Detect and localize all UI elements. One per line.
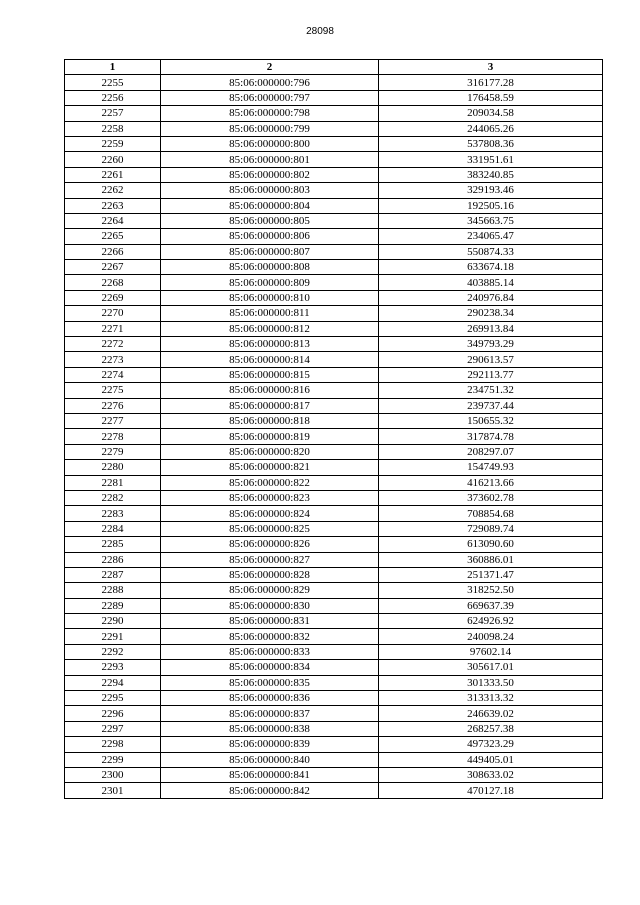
column-header-1: 1 (65, 60, 161, 75)
row-number-cell: 2257 (65, 106, 161, 121)
value-cell: 290238.34 (379, 306, 603, 321)
table-row (65, 460, 603, 475)
column-header-3: 3 (379, 60, 603, 75)
cadastral-number-cell: 85:06:000000:813 (161, 337, 379, 352)
table-row (65, 260, 603, 275)
value-cell: 301333.50 (379, 675, 603, 690)
table-row (65, 275, 603, 290)
table-row (65, 644, 603, 659)
value-cell: 234065.47 (379, 229, 603, 244)
row-number-cell: 2281 (65, 475, 161, 490)
cadastral-number-cell: 85:06:000000:802 (161, 167, 379, 182)
value-cell: 154749.93 (379, 460, 603, 475)
cadastral-number-cell: 85:06:000000:796 (161, 75, 379, 90)
table-row (65, 629, 603, 644)
cadastral-number-cell: 85:06:000000:798 (161, 106, 379, 121)
cadastral-number-cell: 85:06:000000:817 (161, 398, 379, 413)
table-row (65, 752, 603, 767)
value-cell: 329193.46 (379, 183, 603, 198)
value-cell: 176458.59 (379, 90, 603, 105)
value-cell: 209034.58 (379, 106, 603, 121)
row-number-cell: 2284 (65, 521, 161, 536)
value-cell: 318252.50 (379, 583, 603, 598)
table-row (65, 660, 603, 675)
row-number-cell: 2298 (65, 737, 161, 752)
row-number-cell: 2293 (65, 660, 161, 675)
row-number-cell: 2255 (65, 75, 161, 90)
table-row (65, 383, 603, 398)
cadastral-number-cell: 85:06:000000:809 (161, 275, 379, 290)
cadastral-number-cell: 85:06:000000:806 (161, 229, 379, 244)
cadastral-number-cell: 85:06:000000:804 (161, 198, 379, 213)
cadastral-number-cell: 85:06:000000:797 (161, 90, 379, 105)
table-row (65, 136, 603, 151)
table-row (65, 367, 603, 382)
value-cell: 449405.01 (379, 752, 603, 767)
table-row (65, 152, 603, 167)
value-cell: 537808.36 (379, 136, 603, 151)
value-cell: 360886.01 (379, 552, 603, 567)
cadastral-number-cell: 85:06:000000:814 (161, 352, 379, 367)
value-cell: 246639.02 (379, 706, 603, 721)
table-body (65, 75, 603, 798)
cadastral-number-cell: 85:06:000000:822 (161, 475, 379, 490)
cadastral-number-cell: 85:06:000000:840 (161, 752, 379, 767)
value-cell: 208297.07 (379, 444, 603, 459)
row-number-cell: 2259 (65, 136, 161, 151)
table-row (65, 706, 603, 721)
row-number-cell: 2264 (65, 213, 161, 228)
value-cell: 613090.60 (379, 537, 603, 552)
row-number-cell: 2262 (65, 183, 161, 198)
cadastral-number-cell: 85:06:000000:815 (161, 367, 379, 382)
row-number-cell: 2290 (65, 614, 161, 629)
table-row (65, 213, 603, 228)
table-row (65, 614, 603, 629)
column-header-2: 2 (161, 60, 379, 75)
land-parcel-table (64, 59, 603, 799)
row-number-cell: 2300 (65, 767, 161, 782)
value-cell: 317874.78 (379, 429, 603, 444)
cadastral-number-cell: 85:06:000000:805 (161, 213, 379, 228)
cadastral-number-cell: 85:06:000000:837 (161, 706, 379, 721)
table-row (65, 552, 603, 567)
cadastral-number-cell: 85:06:000000:819 (161, 429, 379, 444)
table-row (65, 398, 603, 413)
row-number-cell: 2275 (65, 383, 161, 398)
value-cell: 290613.57 (379, 352, 603, 367)
row-number-cell: 2272 (65, 337, 161, 352)
value-cell: 470127.18 (379, 783, 603, 798)
value-cell: 269913.84 (379, 321, 603, 336)
value-cell: 251371.47 (379, 567, 603, 582)
value-cell: 150655.32 (379, 413, 603, 428)
row-number-cell: 2287 (65, 567, 161, 582)
row-number-cell: 2294 (65, 675, 161, 690)
table-row (65, 767, 603, 782)
table-row (65, 290, 603, 305)
value-cell: 403885.14 (379, 275, 603, 290)
cadastral-number-cell: 85:06:000000:828 (161, 567, 379, 582)
cadastral-number-cell: 85:06:000000:826 (161, 537, 379, 552)
value-cell: 316177.28 (379, 75, 603, 90)
row-number-cell: 2282 (65, 490, 161, 505)
table-row (65, 783, 603, 798)
value-cell: 373602.78 (379, 490, 603, 505)
value-cell: 345663.75 (379, 213, 603, 228)
value-cell: 313313.32 (379, 691, 603, 706)
cadastral-number-cell: 85:06:000000:807 (161, 244, 379, 259)
row-number-cell: 2265 (65, 229, 161, 244)
row-number-cell: 2266 (65, 244, 161, 259)
value-cell: 305617.01 (379, 660, 603, 675)
value-cell: 633674.18 (379, 260, 603, 275)
table-row (65, 337, 603, 352)
table-row (65, 475, 603, 490)
table-row (65, 691, 603, 706)
row-number-cell: 2260 (65, 152, 161, 167)
value-cell: 244065.26 (379, 121, 603, 136)
row-number-cell: 2292 (65, 644, 161, 659)
table-row (65, 521, 603, 536)
row-number-cell: 2279 (65, 444, 161, 459)
value-cell: 708854.68 (379, 506, 603, 521)
table-row (65, 106, 603, 121)
value-cell: 239737.44 (379, 398, 603, 413)
value-cell: 624926.92 (379, 614, 603, 629)
table-row (65, 90, 603, 105)
table-row (65, 598, 603, 613)
table-row (65, 537, 603, 552)
row-number-cell: 2263 (65, 198, 161, 213)
cadastral-number-cell: 85:06:000000:834 (161, 660, 379, 675)
cadastral-number-cell: 85:06:000000:799 (161, 121, 379, 136)
row-number-cell: 2268 (65, 275, 161, 290)
value-cell: 416213.66 (379, 475, 603, 490)
page-number: 28098 (306, 26, 334, 37)
value-cell: 331951.61 (379, 152, 603, 167)
value-cell: 729089.74 (379, 521, 603, 536)
table-row (65, 75, 603, 90)
cadastral-number-cell: 85:06:000000:825 (161, 521, 379, 536)
cadastral-number-cell: 85:06:000000:839 (161, 737, 379, 752)
row-number-cell: 2299 (65, 752, 161, 767)
cadastral-number-cell: 85:06:000000:801 (161, 152, 379, 167)
cadastral-number-cell: 85:06:000000:810 (161, 290, 379, 305)
row-number-cell: 2277 (65, 413, 161, 428)
row-number-cell: 2270 (65, 306, 161, 321)
cadastral-number-cell: 85:06:000000:835 (161, 675, 379, 690)
table-row (65, 567, 603, 582)
row-number-cell: 2296 (65, 706, 161, 721)
cadastral-number-cell: 85:06:000000:841 (161, 767, 379, 782)
table-row (65, 229, 603, 244)
row-number-cell: 2285 (65, 537, 161, 552)
row-number-cell: 2297 (65, 721, 161, 736)
cadastral-number-cell: 85:06:000000:829 (161, 583, 379, 598)
row-number-cell: 2271 (65, 321, 161, 336)
row-number-cell: 2274 (65, 367, 161, 382)
table-row (65, 167, 603, 182)
value-cell: 240098.24 (379, 629, 603, 644)
cadastral-number-cell: 85:06:000000:821 (161, 460, 379, 475)
row-number-cell: 2278 (65, 429, 161, 444)
cadastral-number-cell: 85:06:000000:820 (161, 444, 379, 459)
cadastral-number-cell: 85:06:000000:800 (161, 136, 379, 151)
row-number-cell: 2291 (65, 629, 161, 644)
value-cell: 234751.32 (379, 383, 603, 398)
cadastral-number-cell: 85:06:000000:831 (161, 614, 379, 629)
value-cell: 97602.14 (379, 644, 603, 659)
cadastral-number-cell: 85:06:000000:824 (161, 506, 379, 521)
table-row (65, 737, 603, 752)
table-row (65, 583, 603, 598)
cadastral-number-cell: 85:06:000000:830 (161, 598, 379, 613)
row-number-cell: 2273 (65, 352, 161, 367)
value-cell: 292113.77 (379, 367, 603, 382)
value-cell: 240976.84 (379, 290, 603, 305)
row-number-cell: 2267 (65, 260, 161, 275)
row-number-cell: 2258 (65, 121, 161, 136)
value-cell: 308633.02 (379, 767, 603, 782)
cadastral-number-cell: 85:06:000000:833 (161, 644, 379, 659)
value-cell: 349793.29 (379, 337, 603, 352)
cadastral-number-cell: 85:06:000000:838 (161, 721, 379, 736)
row-number-cell: 2276 (65, 398, 161, 413)
value-cell: 550874.33 (379, 244, 603, 259)
table-row (65, 306, 603, 321)
cadastral-number-cell: 85:06:000000:812 (161, 321, 379, 336)
cadastral-number-cell: 85:06:000000:823 (161, 490, 379, 505)
cadastral-number-cell: 85:06:000000:803 (161, 183, 379, 198)
value-cell: 192505.16 (379, 198, 603, 213)
row-number-cell: 2288 (65, 583, 161, 598)
cadastral-number-cell: 85:06:000000:808 (161, 260, 379, 275)
value-cell: 669637.39 (379, 598, 603, 613)
cadastral-number-cell: 85:06:000000:827 (161, 552, 379, 567)
cadastral-number-cell: 85:06:000000:811 (161, 306, 379, 321)
value-cell: 383240.85 (379, 167, 603, 182)
table-row (65, 198, 603, 213)
cadastral-number-cell: 85:06:000000:816 (161, 383, 379, 398)
table-row (65, 444, 603, 459)
row-number-cell: 2283 (65, 506, 161, 521)
table-row (65, 183, 603, 198)
row-number-cell: 2301 (65, 783, 161, 798)
table-row (65, 721, 603, 736)
row-number-cell: 2269 (65, 290, 161, 305)
row-number-cell: 2286 (65, 552, 161, 567)
row-number-cell: 2295 (65, 691, 161, 706)
cadastral-number-cell: 85:06:000000:836 (161, 691, 379, 706)
cadastral-number-cell: 85:06:000000:832 (161, 629, 379, 644)
table-row (65, 413, 603, 428)
table-header-row (65, 60, 603, 75)
cadastral-number-cell: 85:06:000000:818 (161, 413, 379, 428)
table-row (65, 429, 603, 444)
table-row (65, 675, 603, 690)
row-number-cell: 2280 (65, 460, 161, 475)
table-row (65, 121, 603, 136)
row-number-cell: 2289 (65, 598, 161, 613)
row-number-cell: 2256 (65, 90, 161, 105)
table-row (65, 506, 603, 521)
cadastral-number-cell: 85:06:000000:842 (161, 783, 379, 798)
table-row (65, 321, 603, 336)
table-row (65, 352, 603, 367)
row-number-cell: 2261 (65, 167, 161, 182)
value-cell: 497323.29 (379, 737, 603, 752)
value-cell: 268257.38 (379, 721, 603, 736)
table-row (65, 490, 603, 505)
table-row (65, 244, 603, 259)
